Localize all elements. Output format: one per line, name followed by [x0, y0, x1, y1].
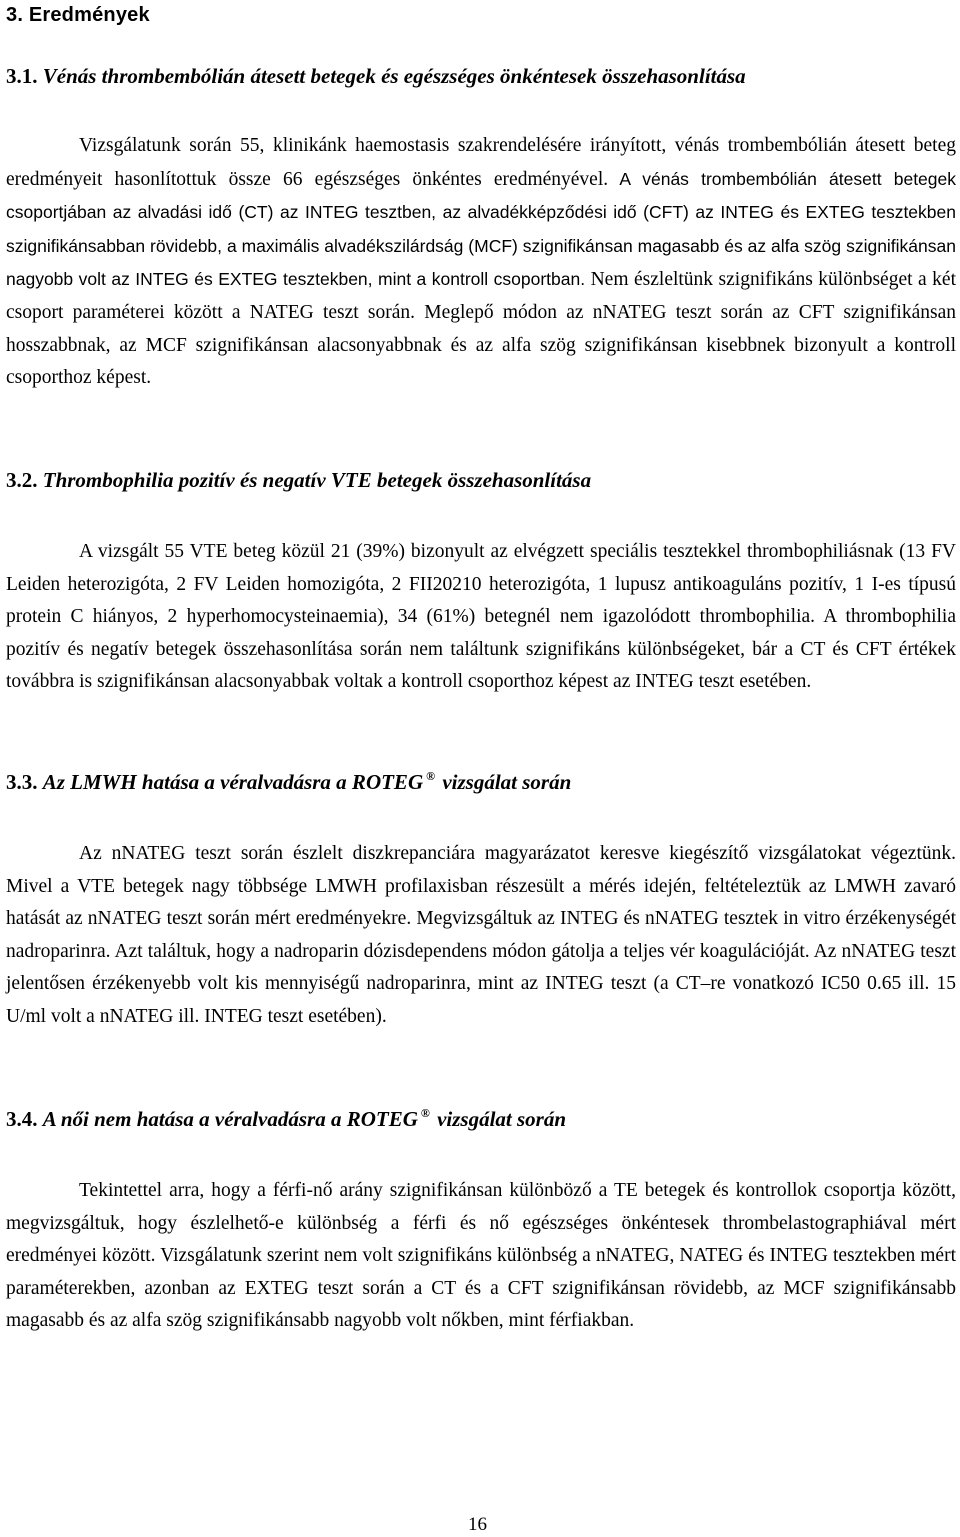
section-title: A női nem hatása a véralvadásra a ROTEG — [42, 1107, 418, 1131]
section-3-1 — [6, 64, 956, 395]
section-number: 3.1. — [6, 64, 38, 88]
section-title: Vénás thrombembólián átesett betegek és egészséges önkéntesek összehasonlítása — [42, 64, 746, 88]
section-number: 3.4. — [6, 1107, 38, 1131]
registered-mark: ® — [420, 1106, 430, 1120]
chapter-heading: 3. Eredmények — [6, 4, 150, 26]
section-paragraph — [6, 130, 956, 395]
section-title-suffix: vizsgálat során — [437, 1107, 567, 1131]
section-heading — [6, 1107, 956, 1131]
section-heading — [6, 64, 956, 88]
section-heading — [6, 468, 956, 492]
section-paragraph: Tekintettel arra, hogy a férfi-nő arány szignifikánsan különböző a TE betegek és kontrollok csoportja között, megvizsgáltuk, hogy észlelhető-e különbség a férfi és nő egészséges önkéntesek thrombelastographiával mért eredményei között. Vizsgálatunk szerint nem volt szignifikáns különbség a nNATEG, NATEG és INTEG tesztekben mért paraméterekben, azonban az EXTEG teszt során a CT és a CFT szignifikánsan rövidebb, az MCF szignifikánsabb magasabb és az alfa szög szignifikánsabb nagyobb volt nőkben, mint férfiakban. — [6, 1180, 956, 1332]
section-heading — [6, 770, 956, 794]
page-number: 16 — [468, 1514, 487, 1535]
section-3-2 — [6, 468, 956, 699]
paragraph-text: Vizsgálatunk során 55, klinikánk haemostasis szakrendelésére irányított, vénás trombembólián átesett beteg eredményeit hasonlítottuk össze 66 egészséges önkéntes eredményével. — [6, 135, 956, 190]
paragraph-text: A vénás trombembólián átesett betegek csoportjában az alvadási idő (CT) az INTEG tesztben, az alvadékképződési idő (CFT) az INTEG és EXTEG tesztekben szignifikánsabban rövidebb, a maximális alvadékszilárdság (MCF) szignifikánsan magasabb és az alfa szög szignifikánsan nagyobb volt az INTEG és EXTEG tesztekben, mint a kontroll csoportban. — [6, 168, 956, 290]
paragraph-text: Nem észleltünk szignifikáns különbséget a két csoport paraméterei között a NATEG teszt során. Meglepő módon az nNATEG teszt során az CFT szignifikánsan hosszabbnak, az MCF szignifikánsan alacsonyabbnak és az alfa szög szignifikánsan kisebbnek bizonyult a kontroll csoporthoz képest. — [6, 269, 956, 389]
section-number: 3.2. — [6, 468, 38, 492]
section-3-3 — [6, 770, 956, 1034]
registered-mark: ® — [426, 769, 436, 783]
section-paragraph: A vizsgált 55 VTE beteg közül 21 (39%) bizonyult az elvégzett speciális tesztekkel thrombophiliásnak (13 FV Leiden heterozigóta, 2 FV Leiden homozigóta, 2 FII20210 heterozigóta, 1 lupusz antikoaguláns pozitív, 1 I-es típusú protein C hiányos, 2 hyperhomocysteinaemia), 34 (61%) betegnél nem igazolódott thrombophilia. A thrombophilia pozitív és negatív betegek összehasonlítása során nem találtunk szignifikáns különbségeket, bár a CT és CFT értékek továbbra is szignifikánsan alacsonyabbak voltak a kontroll csoporthoz képest az INTEG teszt esetében. — [6, 541, 956, 693]
section-paragraph: Az nNATEG teszt során észlelt diszkrepanciára magyarázatot keresve kiegészítő vizsgálatokat végeztünk. Mivel a VTE betegek nagy többsége LMWH profilaxisban részesült a mérés idején, feltételeztük az LMWH zavaró hatását az nNATEG teszt során mért eredményekre. Megvizsgáltuk az INTEG és nNATEG tesztek in vitro érzékenységét nadroparinra. Azt találtuk, hogy a nadroparin dózisdependens módon gátolja a teljes vér koagulációját. Az nNATEG teszt jelentősen érzékenyebb volt kis mennyiségű nadroparinra, mint az INTEG teszt (a CT–re vonatkozó IC50 0.65 ill. 15 U/ml volt a nNATEG ill. INTEG teszt esetében). — [6, 843, 956, 1027]
document-page — [6, 0, 956, 1332]
section-title: Az LMWH hatása a véralvadásra a ROTEG — [42, 770, 424, 794]
section-title-suffix: vizsgálat során — [442, 770, 572, 794]
section-title: Thrombophilia pozitív és negatív VTE betegek összehasonlítása — [42, 468, 592, 492]
section-number: 3.3. — [6, 770, 38, 794]
section-3-4 — [6, 1107, 956, 1338]
